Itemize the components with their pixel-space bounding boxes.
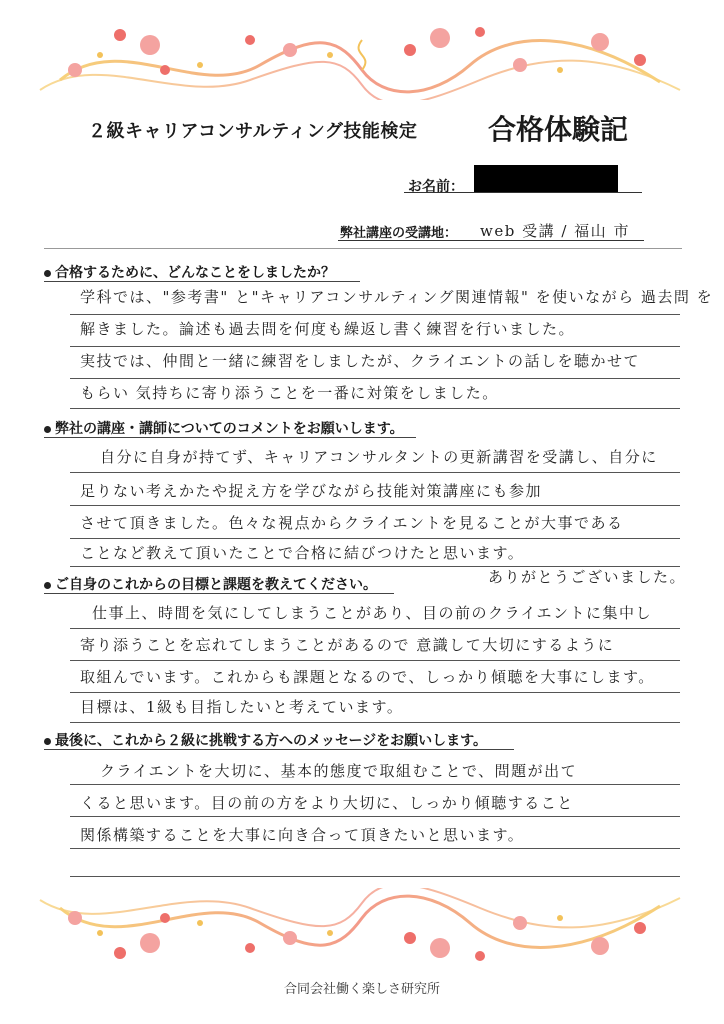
- bullet-icon: [44, 738, 51, 745]
- answer-3-line-4: 目標は、1級も目指したいと考えています。: [80, 698, 404, 716]
- ruled-line: [70, 346, 680, 347]
- ruled-line: [70, 538, 680, 539]
- answer-2-line-5: ありがとうございました。: [488, 568, 687, 586]
- venue-value: web 受講 / 福山 市: [480, 222, 630, 240]
- ruled-line: [70, 848, 680, 849]
- name-underline: [404, 192, 642, 193]
- question-2: [44, 418, 404, 438]
- ruled-line: [70, 378, 680, 379]
- ruled-line: [70, 314, 680, 315]
- answer-4-line-2: くると思います。目の前の方をより大切に、しっかり傾聴すること: [80, 794, 574, 812]
- company-name: 合同会社働く楽しさ研究所: [283, 982, 440, 997]
- ruled-line: [70, 784, 680, 785]
- answer-1-line-2: 解きました。論述も過去問を何度も繰返し書く練習を行いました。: [80, 320, 576, 338]
- name-label: お名前：: [408, 179, 464, 195]
- page-subtitle: ２級キャリアコンサルティング技能検定: [88, 121, 418, 142]
- venue-underline: [338, 240, 644, 241]
- question-2-underline: [44, 437, 416, 438]
- question-3-text: ご自身のこれからの目標と課題を教えてください。: [55, 577, 377, 593]
- ruled-line: [70, 692, 680, 693]
- divider: [44, 248, 682, 249]
- question-4: [44, 730, 487, 750]
- bullet-icon: [44, 270, 51, 277]
- answer-4-line-1: クライエントを大切に、基本的態度で取組むことで、問題が出て: [100, 762, 578, 780]
- ruled-line: [70, 505, 680, 506]
- question-1-underline: [44, 281, 360, 282]
- answer-2-line-2: 足りない考えかたや捉え方を学びながら技能対策講座にも参加: [80, 482, 543, 500]
- bullet-icon: [44, 426, 51, 433]
- question-3-underline: [44, 593, 394, 594]
- answer-2-line-3: させて頂きました。色々な視点からクライエントを見ることが大事である: [80, 514, 624, 532]
- answer-3-line-1: 仕事上、時間を気にしてしまうことがあり、目の前のクライエントに集中し: [92, 604, 652, 622]
- question-4-text: 最後に、これから２級に挑戦する方へのメッセージをお願いします。: [55, 733, 488, 749]
- answer-1-line-3: 実技では、仲間と一緒に練習をしましたが、クライエントの話しを聴かせて: [80, 352, 640, 370]
- ruled-line: [70, 472, 680, 473]
- answer-1-line-4: もらい 気持ちに寄り添うことを一番に対策をしました。: [80, 384, 499, 402]
- answer-2-line-4: ことなど教えて頂いたことで合格に結びつけたと思います。: [80, 544, 525, 562]
- question-1-text: 合格するために、どんなことをしましたか？: [55, 265, 335, 281]
- answer-3-line-3: 取組んでいます。これからも課題となるので、しっかり傾聴を大事にします。: [80, 668, 655, 686]
- ruled-line: [70, 876, 680, 877]
- ruled-line: [70, 722, 680, 723]
- ruled-line: [70, 660, 680, 661]
- answer-1-line-1: 学科では、"参考書" と"キャリアコンサルティング関連情報" を使いながら 過去問 を: [80, 288, 714, 306]
- bullet-icon: [44, 582, 51, 589]
- bottom-floral-border: [0, 888, 724, 974]
- question-4-underline: [44, 749, 514, 750]
- top-floral-border: [0, 10, 724, 100]
- ruled-line: [70, 408, 680, 409]
- question-3: [44, 574, 377, 594]
- answer-3-line-2: 寄り添うことを忘れてしまうことがあるので 意識して大切にするように: [80, 636, 615, 654]
- page-title: 合格体験記: [488, 113, 629, 146]
- question-2-text: 弊社の講座・講師についてのコメントをお願いします。: [55, 421, 404, 437]
- venue-label: 弊社講座の受講地：: [340, 226, 458, 241]
- answer-4-line-3: 関係構築することを大事に向き合って頂きたいと思います。: [80, 826, 525, 844]
- redacted-name: [474, 165, 618, 193]
- question-1: [44, 262, 335, 282]
- answer-2-line-1: 自分に自身が持てず、キャリアコンサルタントの更新講習を受講し、自分に: [100, 448, 658, 466]
- ruled-line: [70, 628, 680, 629]
- ruled-line: [70, 816, 680, 817]
